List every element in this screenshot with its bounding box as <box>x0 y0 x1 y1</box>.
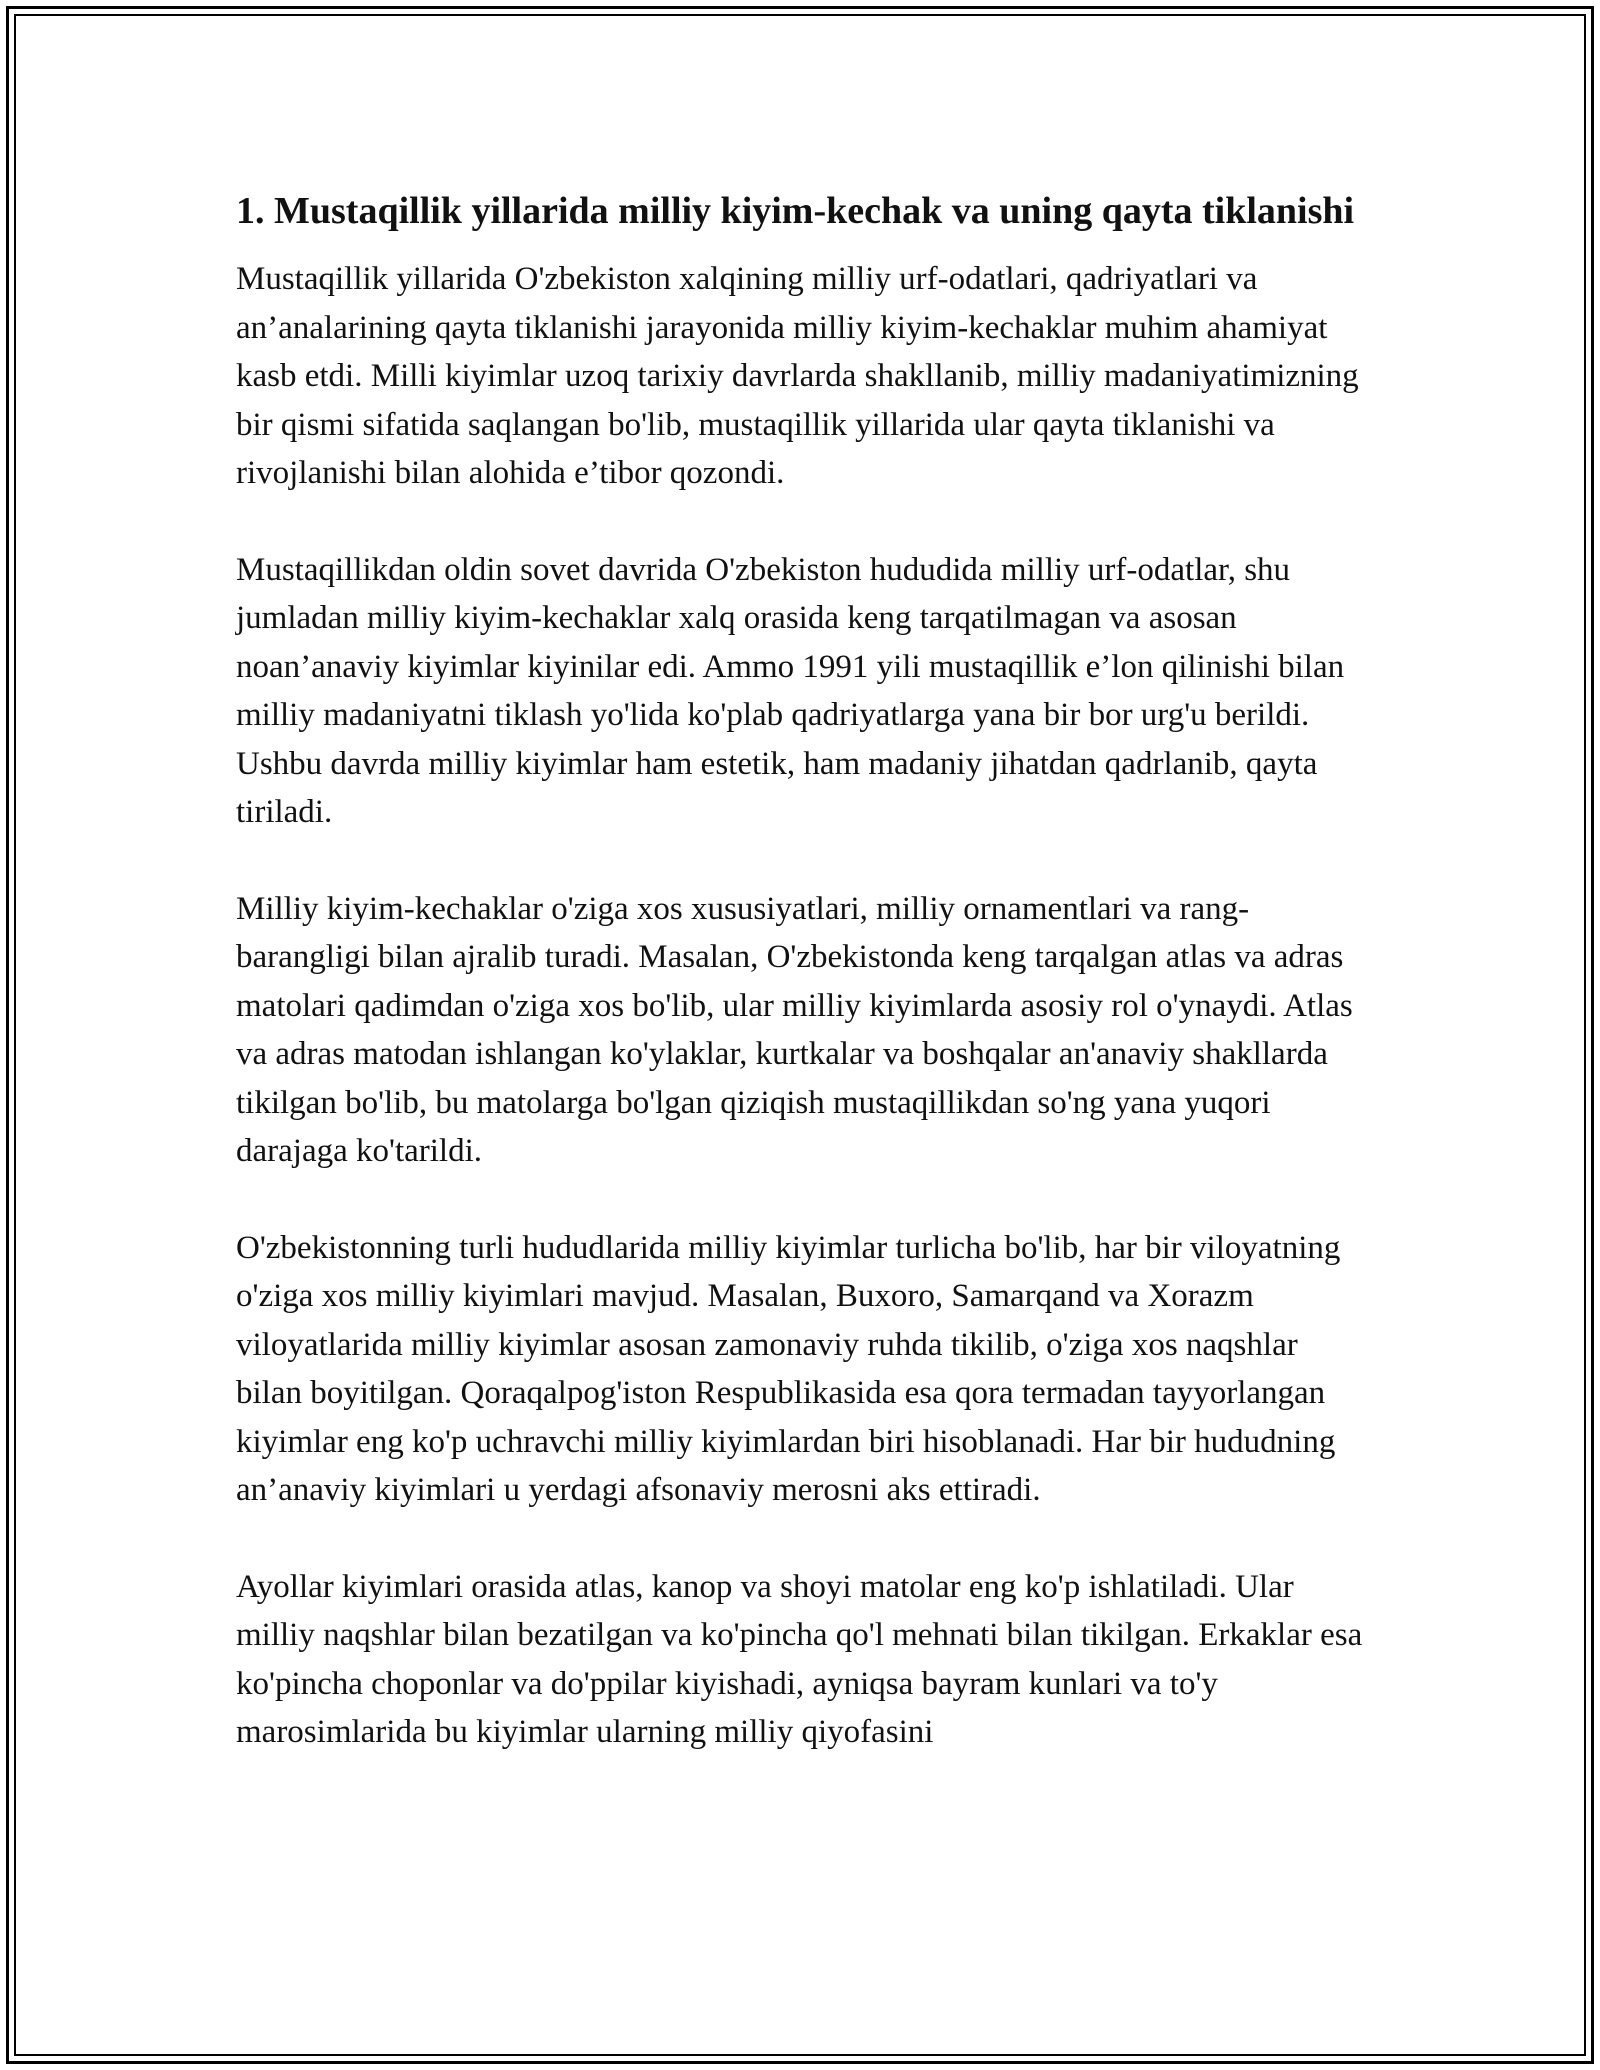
paragraph-2: Mustaqillikdan oldin sovet davrida O'zbekiston hududida milliy urf-odatlar, shu jumladan milliy kiyim-kechaklar xalq orasida keng tarqatilmagan va asosan noan’anaviy kiyimlar kiyinilar edi. Ammo 1991 yili mustaqillik e’lon qilinishi bilan milliy madaniyatni tiklash yo'lida ko'plab qadriyatlarga yana bir bor urg'u berildi. Ushbu davrda milliy kiyimlar ham estetik, ham madaniy jihatdan qadrlanib, qayta tiriladi. <box>236 551 1345 830</box>
paragraph-5: Ayollar kiyimlari orasida atlas, kanop va shoyi matolar eng ko'p ishlatiladi. Ular milliy naqshlar bilan bezatilgan va ko'pincha qo'l mehnati bilan tikilgan. Erkaklar esa ko'pincha choponlar va do'ppilar kiyishadi, ayniqsa bayram kunlari va to'y marosimlarida bu kiyimlar ularning milliy qiyofasini <box>236 1568 1363 1750</box>
paragraph-3: Milliy kiyim-kechaklar o'ziga xos xususiyatlari, milliy ornamentlari va rang-barangligi bilan ajralib turadi. Masalan, O'zbekistonda keng tarqalgan atlas va adras matolari qadimdan o'ziga xos bo'lib, ular milliy kiyimlarda asosiy rol o'ynaydi. Atlas va adras matodan ishlangan ko'ylaklar, kurtkalar va boshqalar an'anaviy shakllarda tikilgan bo'lib, bu matolarga bo'lgan qiziqish mustaqillikdan so'ng yana yuqori darajaga ko'tarildi. <box>236 890 1353 1169</box>
paragraph-1: Mustaqillik yillarida O'zbekiston xalqining milliy urf-odatlari, qadriyatlari va an’analarining qayta tiklanishi jarayonida milliy kiyim-kechaklar muhim ahamiyat kasb etdi. Milli kiyimlar uzoq tarixiy davrlarda shakllanib, milliy madaniyatimizning bir qismi sifatida saqlangan bo'lib, mustaqillik yillarida ular qayta tiklanishi va rivojlanishi bilan alohida e’tibor qozondi. <box>236 261 1359 491</box>
paragraph-4: O'zbekistonning turli hududlarida milliy kiyimlar turlicha bo'lib, har bir viloyatning o'ziga xos milliy kiyimlari mavjud. Masalan, Buxoro, Samarqand va Xorazm viloyatlarida milliy kiyimlar asosan zamonaviy ruhda tikilib, o'ziga xos naqshlar bilan boyitilgan. Qoraqalpog'iston Respublikasida esa qora termadan tayyorlangan kiyimlar eng ko'p uchravchi milliy kiyimlardan biri hisoblanadi. Har bir hududning an’anaviy kiyimlari u yerdagi afsonaviy merosni aks ettiradi. <box>236 1229 1341 1508</box>
document-body <box>236 185 1366 1805</box>
section-title: 1. Mustaqillik yillarida milliy kiyim-kechak va uning qayta tiklanishi <box>236 190 1355 232</box>
